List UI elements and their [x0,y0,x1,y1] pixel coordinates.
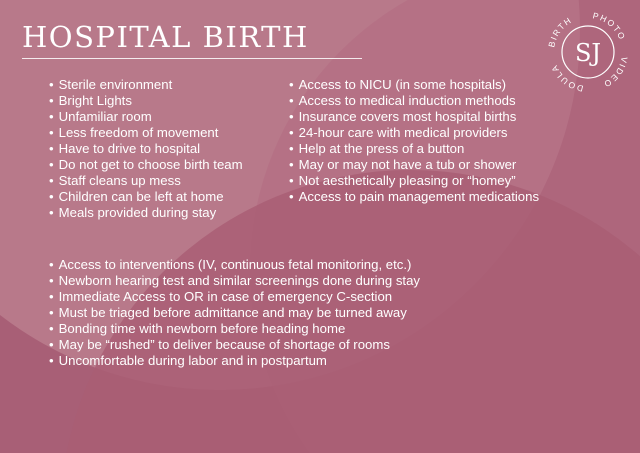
list-item: • Have to drive to hospital [49,141,243,157]
list-item: • Newborn hearing test and similar screenings done during stay [49,273,420,289]
list-item: • Access to NICU (in some hospitals) [289,77,539,93]
logo-monogram: SJ [574,39,602,67]
logo-ring-word-4: DOULA [548,62,585,94]
list-item: • Meals provided during stay [49,205,243,221]
list-item: • Not aesthetically pleasing or “homey” [289,173,539,189]
list-item: • Bonding time with newborn before heading home [49,321,420,337]
list-item: • 24-hour care with medical providers [289,125,539,141]
list-bottom [49,257,420,369]
svg-text:BIRTH [546,15,574,49]
list-item: • Sterile environment [49,77,243,93]
list-item: • Must be triaged before admittance and may be turned away [49,305,420,321]
list-left-column [49,77,243,221]
list-item: • Insurance covers most hospital births [289,109,539,125]
list-item: • Access to pain management medications [289,189,539,205]
list-item: • Staff cleans up mess [49,173,243,189]
sj-logo [542,6,634,98]
list-item: • Do not get to choose birth team [49,157,243,173]
list-item: • Uncomfortable during labor and in postpartum [49,353,420,369]
list-item: • May or may not have a tub or shower [289,157,539,173]
list-item: • Unfamiliar room [49,109,243,125]
title-underline [22,58,362,59]
page-title: HOSPITAL BIRTH [22,20,309,54]
svg-text:VIDEO [601,56,630,90]
list-item: • Less freedom of movement [49,125,243,141]
logo-ring-word-3: VIDEO [601,55,630,90]
list-right-column [289,77,539,205]
list-item: • Help at the press of a button [289,141,539,157]
list-item: • Access to interventions (IV, continuous fetal monitoring, etc.) [49,257,420,273]
list-item: • Immediate Access to OR in case of emergency C-section [49,289,420,305]
list-item: • May be “rushed” to deliver because of shortage of rooms [49,337,420,353]
logo-ring-word-2: PHOTO [591,10,628,43]
list-item: • Bright Lights [49,93,243,109]
list-item: • Access to medical induction methods [289,93,539,109]
logo-ring-word-1: BIRTH [546,14,574,49]
list-item: • Children can be left at home [49,189,243,205]
